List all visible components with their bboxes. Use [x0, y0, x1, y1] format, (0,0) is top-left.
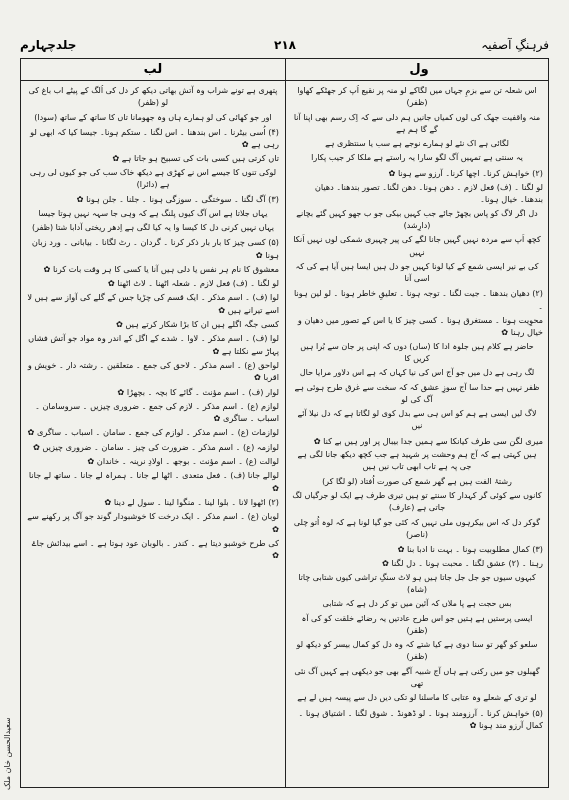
left-column-paragraph: معشوق کا نام ہر نفس یا دلی ہیں آنا یا کسی کا ہر وقت بات کرنا ✿	[43, 263, 279, 274]
right-column-paragraph: ایسی پرستیں ہے ہتیں جو اس طرح عادتیں یہ رضائے خلقت کو کی آہ (ظفر)	[301, 613, 533, 635]
right-column-paragraph: لگ رہی ہے دل میں جو آج اس کی نیا کہاں کہ ہے اس دلاور مرایا حال	[299, 368, 535, 378]
right-column-paragraph: رہنا ۔ (۲) عشق لگنا ۔ محبت ہونا ۔ دل لگنا ✿	[382, 558, 543, 569]
column-divider	[285, 59, 286, 787]
right-column-paragraph: گوکر دل کہ اس بیکرہوں ملی نہیں کہ کئی جو گیا لونا ہے کہ لوہ اُتو چلی (ناصر)	[293, 517, 541, 539]
left-column-title: لب	[143, 62, 163, 77]
right-column-title: ول	[409, 62, 429, 77]
left-column-paragraph: لوالت (ع) ۔ اسم مؤنث ۔ بوجھ ۔ اولادِ نرینہ ۔ خاندان ✿	[87, 456, 279, 467]
left-column-paragraph: لوا (ف) ۔ اسم مذکر ۔ لاوا ۔ شدے کے اگل کے اندر وہ مواد جو آتش فشاں پہاڑ سے نکلتا ہے ✿	[28, 333, 279, 356]
left-column-paragraph: کسی جگہ اگلے ہیں ان کا بڑا شکار کرتے ہیں ✿	[115, 319, 279, 330]
left-column-paragraph: لوازم (ع) ۔ اسم مذکر ۔ لازم کی جمع ۔ ضروری چیزیں ۔ سروسامان ۔ اسباب ۔ ساگری ✿	[35, 400, 279, 424]
right-column-paragraph: گھبلوں جو میں رکنی ہے ہاں آج شبیہ آگے بھی جو دیکھی ہے کہیں آگ نئی تھی	[294, 666, 540, 689]
left-column-paragraph: پتھری ہے تونے شراب وہ آتش بھاتی دیکھ کر دل کی اُلگ کے پیٹے اب باغ کی لو (ظفر)	[28, 86, 278, 108]
right-column-paragraph: سلعو کو گھر تو سنا دوی ہے کیا شتے کہ وہ دل کو کمال بیسر کو دیکھ لو (ظفر)	[296, 640, 538, 662]
right-column-paragraph: حاضر ہے کلام ہیں جلوہ ادا کا (ساں) دوں کہ اپنی پر جان سے بُرا ہیں کریں کا	[300, 341, 534, 363]
left-column-paragraph: (۲) اٹھوا لانا ۔ بلوا لینا ۔ منگوا لینا ۔ سول لے دینا ✿	[104, 496, 279, 507]
right-column-paragraph: کانوں سے کوئی گر کہدار کا سنتے تو ہیں تیری طرف ہے ایک لو جرگیاں لگ جاتی ہے (عارف)	[292, 490, 542, 513]
left-column-paragraph: کی طرح خوشبو دیتا ہے ۔ کندر ۔ بالوبان عود ہوتا ہے ۔ اسے بیدائش جاۓ ✿	[31, 537, 279, 561]
right-column-paragraph: یہ سنتی ہے تمہیں آگ لگو سارا یہ راستے ہے ملکا کر جیب پکارا	[311, 153, 523, 163]
margin-handwritten-note: سعیدالحسن خان ملک	[3, 717, 12, 790]
left-column-text	[27, 85, 279, 783]
left-column-paragraph: لوار (ف) ۔ اسم مؤنث ۔ گائے کا بچہ ۔ بچھڑا ✿	[117, 386, 279, 397]
right-column-paragraph: (۵) خواہش کرنا ۔ آرزومند ہونا ۔ لو ڈھونڈ ۔ شوق لگنا ۔ اشتیاق ہونا ۔ کمال آرزو مند ہونا ✿	[298, 707, 543, 730]
left-column-paragraph: (۳) آگ لگنا ۔ سوختگی ۔ سوزگی ہونا ۔ جلنا ۔ جلن ہونا ✿	[76, 194, 279, 205]
right-column-paragraph: ظفر نہیں ہے حدا سا آج سوزِ عشق کہ کہ سخت سے غرق طرح ہوئی ہے آگ کی لو	[294, 382, 540, 404]
right-column-paragraph: منہ واقفیت جھک کی لوں کمیاں جانیں ہم دلی سے کہ اِک رسم بھی اپنا آنا گے گا ہم ہے	[293, 112, 541, 134]
left-column-paragraph: لوازمہ (ع) ۔ اسم مذکر ۔ ضرورت کی چیز ۔ سامان ۔ ضروری چیزیں ✿	[32, 441, 279, 452]
right-column-paragraph: کی بے نیر ایسی شمع کے کیا لونا کہیں جو دل ہیں ایسا ہیں آیا ہے کی کہ اسی آنا	[295, 261, 539, 284]
right-column-paragraph: میری لگن سی طرف کیانکا سے ہمیں جدا بیبال پر اور ہیں بے کنا ✿	[313, 435, 543, 446]
right-column-paragraph: (۲) خواہش کرنا۔ اچھا کرنا۔ آرزو سے ہونا ✿	[388, 167, 543, 178]
right-column-paragraph: لو لگنا ۔ (ف) فعل لازم ۔ دھن ہونا۔ دھن لگنا۔ تصور بندھنا۔ دھیان بندھنا۔ خیال ہونا۔	[314, 182, 543, 205]
left-column-paragraph: لوازمات (ع) ۔ اسم مذکر ۔ لوازم کی جمع ۔ سامان ۔ اسباب ۔ ساگری ✿	[27, 427, 279, 438]
right-column-paragraph: بس حجت ہے پا ملاں کہ آئین میں تو کر دل ہے کہ شتابی	[322, 599, 512, 609]
right-column-paragraph: لاگ لیں ایسی ہے ہم کو اس ہی سے بدل کوی لو لگاتا ہے کہ دل نیلا آئے نیں	[297, 409, 537, 431]
left-column-paragraph: تاں کرتی ہیں کسی بات کی تسبیح ہو جاتا ہے ✿	[112, 153, 279, 164]
right-column-paragraph: (۳) کمال مطلوبیت ہونا ۔ بہت نا ادبا بنا ✿	[397, 544, 543, 555]
left-column-paragraph: (۵) کسی چیز کا بار بار ذکر کرنا ۔ گردان ۔ رٹ لگانا ۔ بیابانی ۔ ورد زبان ہونا ✿	[31, 237, 279, 260]
right-column-paragraph: دل اگر لاگ کو پاس بچھڑ جائے جب کہیں بیکی جو ب جھو کہیں گئے بچانے (دارِشد)	[296, 208, 538, 230]
volume-label: جلدچہارم	[20, 38, 77, 52]
right-column-paragraph: کبہوں سیوں جو جل جل جاتا ہیں ہو لاٹ سنگِ تراشی کیوں شتابی چاتا (شاہ)	[298, 572, 536, 594]
right-column-paragraph: لو تری کے شعلے وہ عتابی کا ماسلنا لو تکی دیں دل سے پیسہ ہیں لے ہے	[297, 693, 537, 703]
right-column-paragraph: رشتۂ الفت ہیں ہے گھر شمع کی صورت اُفتاد (لو لگا کر)	[322, 476, 512, 486]
page-header	[20, 38, 549, 58]
left-column-paragraph: لوالے جانا (ف) ۔ فعل متعدی ۔ اٹھا لے جانا ۔ ہمراہ لے جانا ۔ ساتھ لے جانا ✿	[28, 470, 279, 493]
left-column-paragraph: لواحق (ع) ۔ اسم مذکر ۔ لاحق کی جمع ۔ متعلقین ۔ رشتہ دار ۔ خویش و اقربا ✿	[27, 359, 279, 383]
left-column-paragraph: لوکی تنوں کا جیسے اس نے کھڑی ہے دیکھ خاک سب کی جو کیوں لی رہی ہے (دائرا)	[29, 167, 277, 190]
right-column-paragraph: (۲) دھیان بندھنا ۔ جیت لگنا ۔ توجہ ہونا ۔ تعلیقِ خاطر ہونا ۔ لو لین ہونا ۔	[294, 288, 543, 311]
left-column-paragraph: لوا (ف) ۔ اسم مذکر ۔ ایک قسم کی چڑیا جس کے گلے کی آواز سے ہیں لا اسے تیرانے ہیں ✿	[27, 292, 279, 315]
page-number: ۲۱۸	[274, 38, 296, 52]
book-title: فرہنگِ آصفیہ	[481, 38, 549, 52]
left-column-paragraph: لو لگنا ۔ (ف) فعل لازم ۔ شعلہ اٹھنا ۔ لاٹ اٹھنا ✿	[107, 278, 279, 289]
page-frame	[20, 58, 549, 788]
left-column-paragraph: لوبان (ع) ۔ اسم مذکر ۔ ایک درخت کا خوشبودار گوند جو آگ پر رکھنے سے ✿	[27, 511, 279, 534]
left-column-paragraph: یہاں جلاتا ہے اس آگ کیوں پلنگ ہے کہ وہی جا سہہ نہیں ہوتا جیسا	[38, 208, 268, 218]
left-column-paragraph: (۴) اُسی بیٹرنا ۔ اس بندھنا ۔ اس لگنا ۔ ستکم ہونا۔ جیسا کیا کہ ابھی لو رہی ہے ✿	[30, 126, 279, 150]
right-column-paragraph: محوِیت ہونا ۔ مستغرق ہونا ۔ کسی چیز کا یا اس کے تصور میں دھیان و خیال رہنا ✿	[297, 315, 543, 338]
right-column-paragraph: کچھ اَپ سے مردہ نہیں گہیں جانا لگے کی پیر چہیری شمکی لوں نہیں اَنکا نہیں	[293, 235, 541, 257]
right-column-paragraph: ہیں کہتی ہے کہ آج ہم وحشت پر شہید ہے جب کچھ دیکھ جانا لگی ہے جی پہ ہے تاب ابھی تاب نیں ہیں	[297, 450, 537, 472]
left-column-paragraph: اور جو کھائی کی لو ہمارے ہاں وہ جھومانا تاں کا ساتھ کے ساتھ (سودا)	[34, 112, 272, 122]
right-column-paragraph: لگائی ہے اک نئے لو ہمارے نوجے ہے سب یا سنتظری ہے	[325, 139, 509, 149]
right-column-text	[291, 85, 543, 783]
right-column-paragraph: اس شعلہ تن سے بزمِ جہاں میں لگاکے لو منہ پر نقیع اُپ کر جھٹکے کھاوا (ظفر)	[297, 86, 537, 108]
left-column-paragraph: یہاں نہیں کرنی دل کا کیسا وا یہ کیا لگی ہے اِدھر ریختی آدابا شتا (ظفر)	[32, 222, 274, 232]
